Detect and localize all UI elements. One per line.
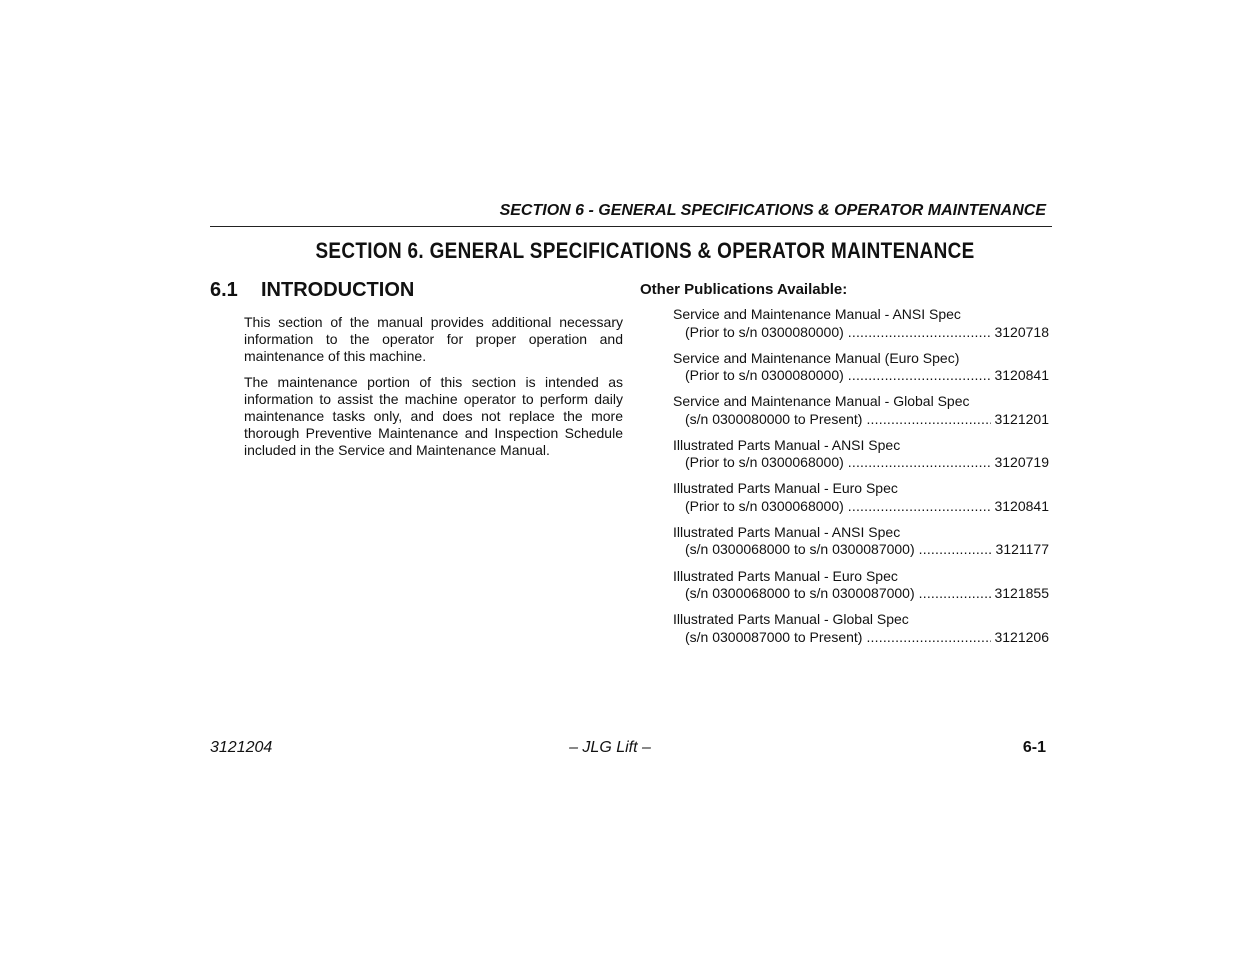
publication-part-number: 3120718 [994,323,1049,340]
publication-title: Service and Maintenance Manual - ANSI Spec [673,306,961,322]
publication-title: Service and Maintenance Manual - Global Spec [673,393,970,410]
dot-leader [848,454,992,472]
publication-part-number: 3120841 [994,367,1049,384]
publication-title: Illustrated Parts Manual - ANSI Spec [673,436,901,453]
section-title: SECTION 6. GENERAL SPECIFICATIONS & OPERATOR MAINTENANCE [315,238,975,263]
dot-leader [848,324,992,342]
publication-range: (Prior to s/n 0300080000) [685,367,844,384]
publication-part-number: 3121201 [994,410,1049,427]
publication-range: (s/n 0300080000 to Present) [685,410,863,427]
publication-title: Illustrated Parts Manual - ANSI Spec [673,523,901,540]
publication-range: (Prior to s/n 0300068000) [685,497,844,514]
running-header: SECTION 6 - GENERAL SPECIFICATIONS & OPERATOR MAINTENANCE [499,202,1046,219]
publication-entry [673,524,1049,559]
header-rule [210,226,1052,227]
publication-title: Illustrated Parts Manual - Euro Spec [673,480,898,497]
publication-part-number: 3120719 [994,454,1049,471]
heading-text: INTRODUCTION [261,279,415,301]
footer-doc-number: 3121204 [210,739,273,756]
publication-part-number: 3121206 [994,628,1049,645]
publication-range: (Prior to s/n 0300068000) [685,454,844,471]
publications-heading: Other Publications Available: [640,281,848,298]
footer-page-number: 6-1 [1022,739,1046,756]
publication-part-number: 3121177 [995,541,1049,558]
introduction-heading [210,279,414,302]
dot-leader [866,411,991,429]
intro-paragraph: This section of the manual provides additional necessary information to the operator for proper operation and maintenance of this machine. [244,314,623,364]
publication-entry [673,568,1049,603]
publication-entry [673,350,1049,385]
publication-entry [673,611,1049,646]
publication-title: Illustrated Parts Manual - Euro Spec [673,567,898,584]
dot-leader [866,629,991,647]
dot-leader [848,498,992,516]
publication-entry [673,393,1049,428]
heading-number: 6.1 [210,279,238,301]
publication-range: (s/n 0300087000 to Present) [685,628,863,645]
publication-part-number: 3121855 [994,585,1049,602]
publication-entry [673,437,1049,472]
publication-part-number: 3120841 [994,497,1049,514]
publication-title: Illustrated Parts Manual - Global Spec [673,611,909,628]
publication-range: (s/n 0300068000 to s/n 0300087000) [685,541,915,558]
publication-entry [673,306,1049,341]
publication-range: (Prior to s/n 0300080000) [685,323,844,340]
dot-leader [848,367,992,385]
dot-leader [919,585,992,603]
footer-brand: – JLG Lift – [569,739,651,756]
dot-leader [919,541,993,559]
introduction-body [244,314,623,468]
publication-entry [673,480,1049,515]
intro-paragraph: The maintenance portion of this section is intended as information to assist the machine operator to perform daily maintenance tasks only, and does not replace the more thorough Preventive Maintenance and Inspection Schedule included in the Service and Maintenance Manual. [244,374,623,458]
publication-title: Service and Maintenance Manual (Euro Spec) [673,349,960,366]
publications-list [673,306,1049,655]
publication-range: (s/n 0300068000 to s/n 0300087000) [685,585,915,602]
